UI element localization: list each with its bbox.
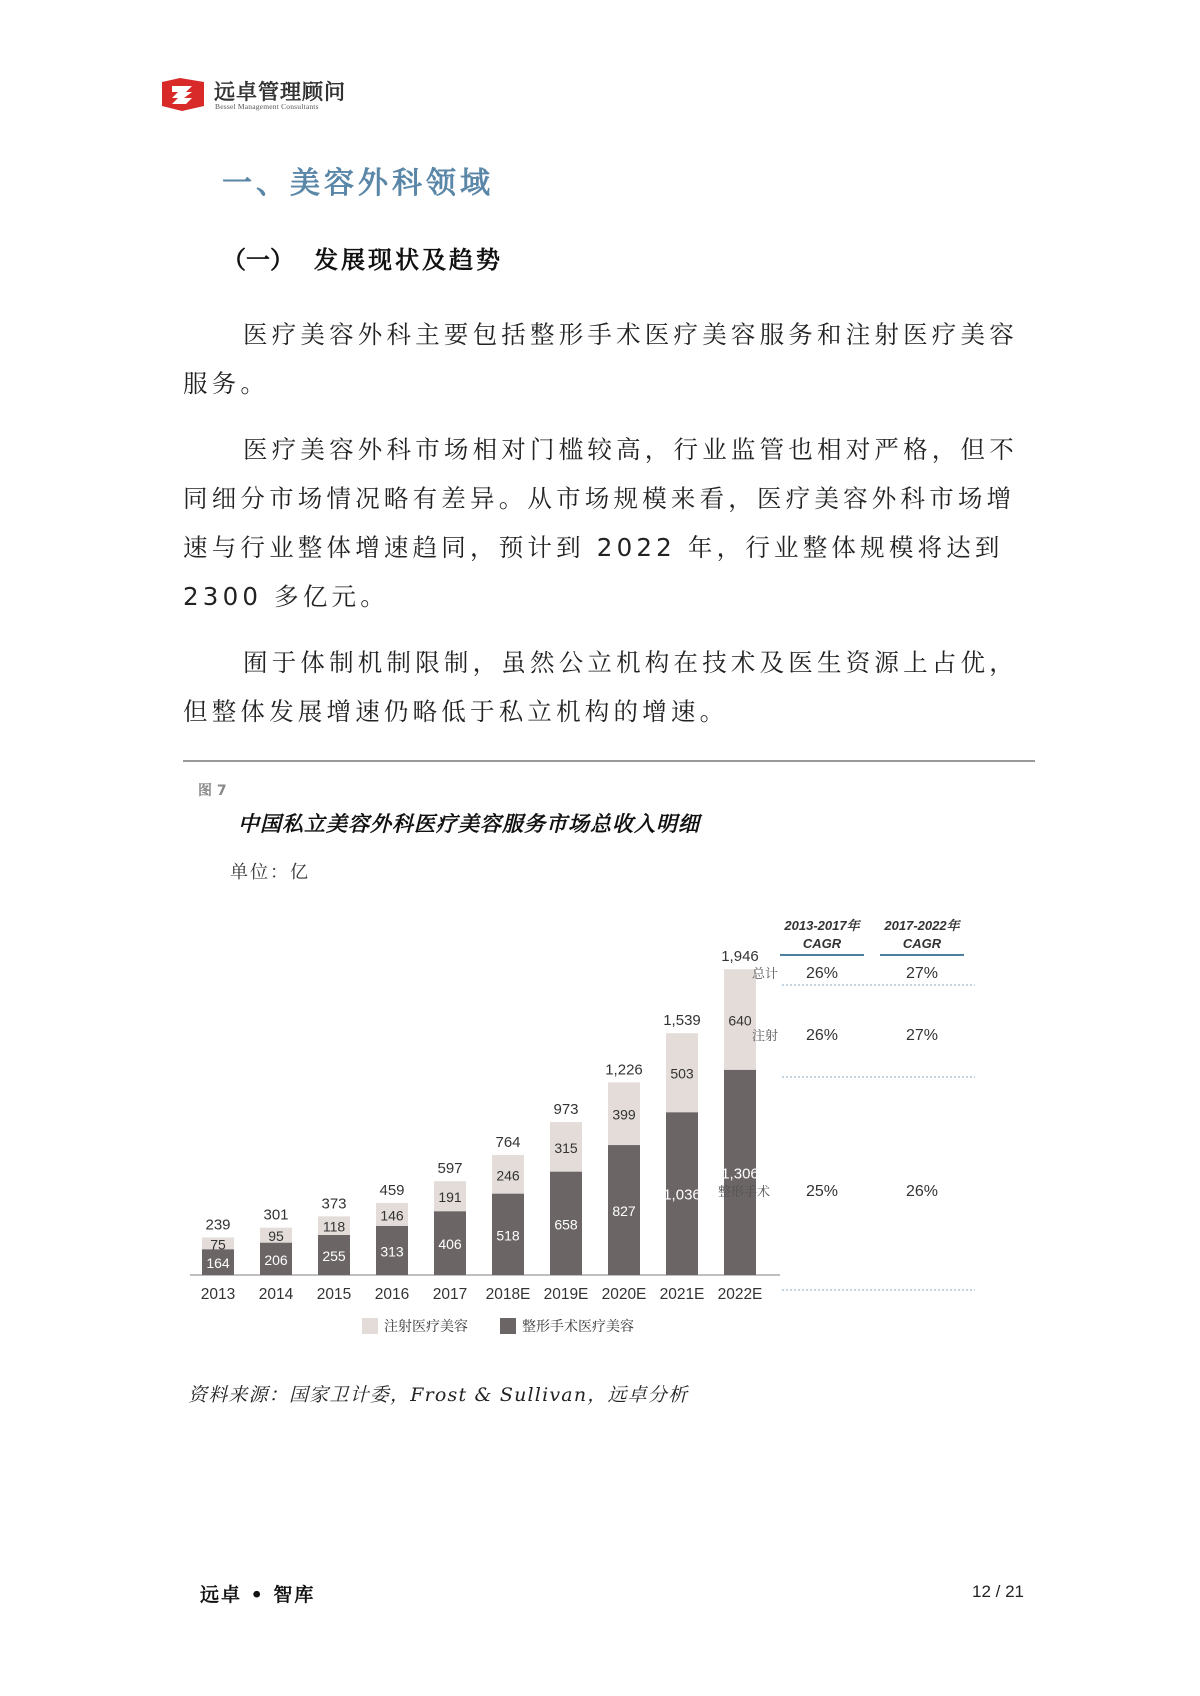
figure-divider xyxy=(183,760,1035,762)
subsection-number: （一） xyxy=(222,246,294,274)
x-tick-label: 2013 xyxy=(200,1286,236,1303)
bar-label-surgery: 658 xyxy=(554,1216,578,1233)
bar-total-label: 239 xyxy=(205,1216,231,1234)
logo-mark-icon xyxy=(160,76,206,112)
bar-total-label: 1,946 xyxy=(721,948,759,966)
bar-total-label: 1,226 xyxy=(605,1061,643,1079)
cagr-row-label: 总计 xyxy=(751,966,778,981)
bar-label-injection: 191 xyxy=(438,1189,462,1206)
cagr-value: 26% xyxy=(905,1183,939,1200)
cagr-header: 2013-2017年 xyxy=(784,918,860,933)
logo-text: 远卓管理顾问 xyxy=(214,79,346,104)
x-tick-label: 2015 xyxy=(316,1286,352,1303)
cagr-header: CAGR xyxy=(902,936,942,951)
legend-swatch-injection xyxy=(362,1318,378,1334)
logo-subtitle: Bessel Management Consultants xyxy=(215,102,319,111)
bar-total-label: 597 xyxy=(437,1160,463,1178)
figure-title: 中国私立美容外科医疗美容服务市场总收入明细 xyxy=(238,811,700,836)
x-tick-label: 2018E xyxy=(485,1286,531,1303)
section-title: 一、美容外科领域 xyxy=(222,166,494,201)
bar-label-injection: 95 xyxy=(268,1228,284,1245)
subsection-heading xyxy=(222,240,503,275)
bar-label-surgery: 1,306 xyxy=(721,1165,759,1183)
bar-label-injection: 315 xyxy=(554,1139,578,1156)
cagr-row-label: 注射 xyxy=(751,1028,778,1043)
bar-label-surgery: 164 xyxy=(206,1255,230,1272)
footer-brand: 远卓 • 智库 xyxy=(200,1584,316,1606)
stacked-bar-chart xyxy=(190,905,1040,1375)
bar-label-surgery: 206 xyxy=(264,1251,288,1268)
bar-label-surgery: 406 xyxy=(438,1236,462,1253)
figure-source: 资料来源：国家卫计委，Frost & Sullivan，远卓分析 xyxy=(188,1384,689,1406)
x-tick-label: 2014 xyxy=(258,1286,294,1303)
figure-label: 图 7 xyxy=(198,783,227,799)
cagr-value: 26% xyxy=(805,965,839,982)
subsection-title: 发展现状及趋势 xyxy=(314,246,503,274)
page-number: 12 / 21 xyxy=(972,1582,1024,1601)
bar-label-injection: 146 xyxy=(380,1207,404,1224)
legend-label-injection: 注射医疗美容 xyxy=(384,1318,468,1334)
x-tick-label: 2022E xyxy=(717,1286,763,1303)
cagr-value: 26% xyxy=(805,1027,839,1044)
cagr-header: 2017-2022年 xyxy=(884,918,960,933)
legend-label-surgery: 整形手术医疗美容 xyxy=(522,1318,634,1334)
x-tick-label: 2020E xyxy=(601,1286,647,1303)
bar-label-surgery: 827 xyxy=(612,1203,636,1220)
bar-total-label: 373 xyxy=(321,1195,347,1213)
bar-total-label: 764 xyxy=(495,1133,521,1151)
cagr-row-label: 整形手术 xyxy=(717,1184,770,1199)
bar-label-injection: 246 xyxy=(496,1167,520,1184)
legend-swatch-surgery xyxy=(500,1318,516,1334)
bar-label-injection: 75 xyxy=(210,1236,226,1253)
company-logo xyxy=(160,74,380,118)
cagr-value: 27% xyxy=(905,965,939,982)
bar-label-surgery: 255 xyxy=(322,1247,346,1264)
bar-total-label: 459 xyxy=(379,1181,405,1199)
bar-total-label: 1,539 xyxy=(663,1012,701,1030)
bar-label-injection: 118 xyxy=(322,1218,346,1235)
paragraph: 医疗美容外科市场相对门槛较高，行业监管也相对严格，但不同细分市场情况略有差异。从市场规模来看，医疗美容外科市场增速与行业整体增速趋同，预计到 2022 年，行业整体规模将达到 2300 多亿元。 xyxy=(183,435,1018,611)
cagr-value: 27% xyxy=(905,1027,939,1044)
cagr-header: CAGR xyxy=(802,936,842,951)
bar-label-surgery: 518 xyxy=(496,1227,520,1244)
x-tick-label: 2017 xyxy=(432,1286,468,1303)
paragraph: 囿于体制机制限制，虽然公立机构在技术及医生资源上占优，但整体发展增速仍略低于私立机构的增速。 xyxy=(183,648,1018,726)
bar-label-surgery: 1,036 xyxy=(663,1186,701,1204)
figure-unit: 单位：亿 xyxy=(230,862,310,883)
bar-total-label: 301 xyxy=(263,1206,289,1224)
bar-label-injection: 640 xyxy=(728,1012,752,1029)
bar-total-label: 973 xyxy=(553,1101,579,1119)
bar-label-surgery: 313 xyxy=(380,1243,404,1260)
cagr-value: 25% xyxy=(805,1183,839,1200)
paragraph: 医疗美容外科主要包括整形手术医疗美容服务和注射医疗美容服务。 xyxy=(183,320,1018,398)
bar-label-injection: 399 xyxy=(612,1106,636,1123)
x-tick-label: 2019E xyxy=(543,1286,589,1303)
x-tick-label: 2021E xyxy=(659,1286,705,1303)
x-tick-label: 2016 xyxy=(374,1286,410,1303)
bar-label-injection: 503 xyxy=(670,1065,694,1082)
